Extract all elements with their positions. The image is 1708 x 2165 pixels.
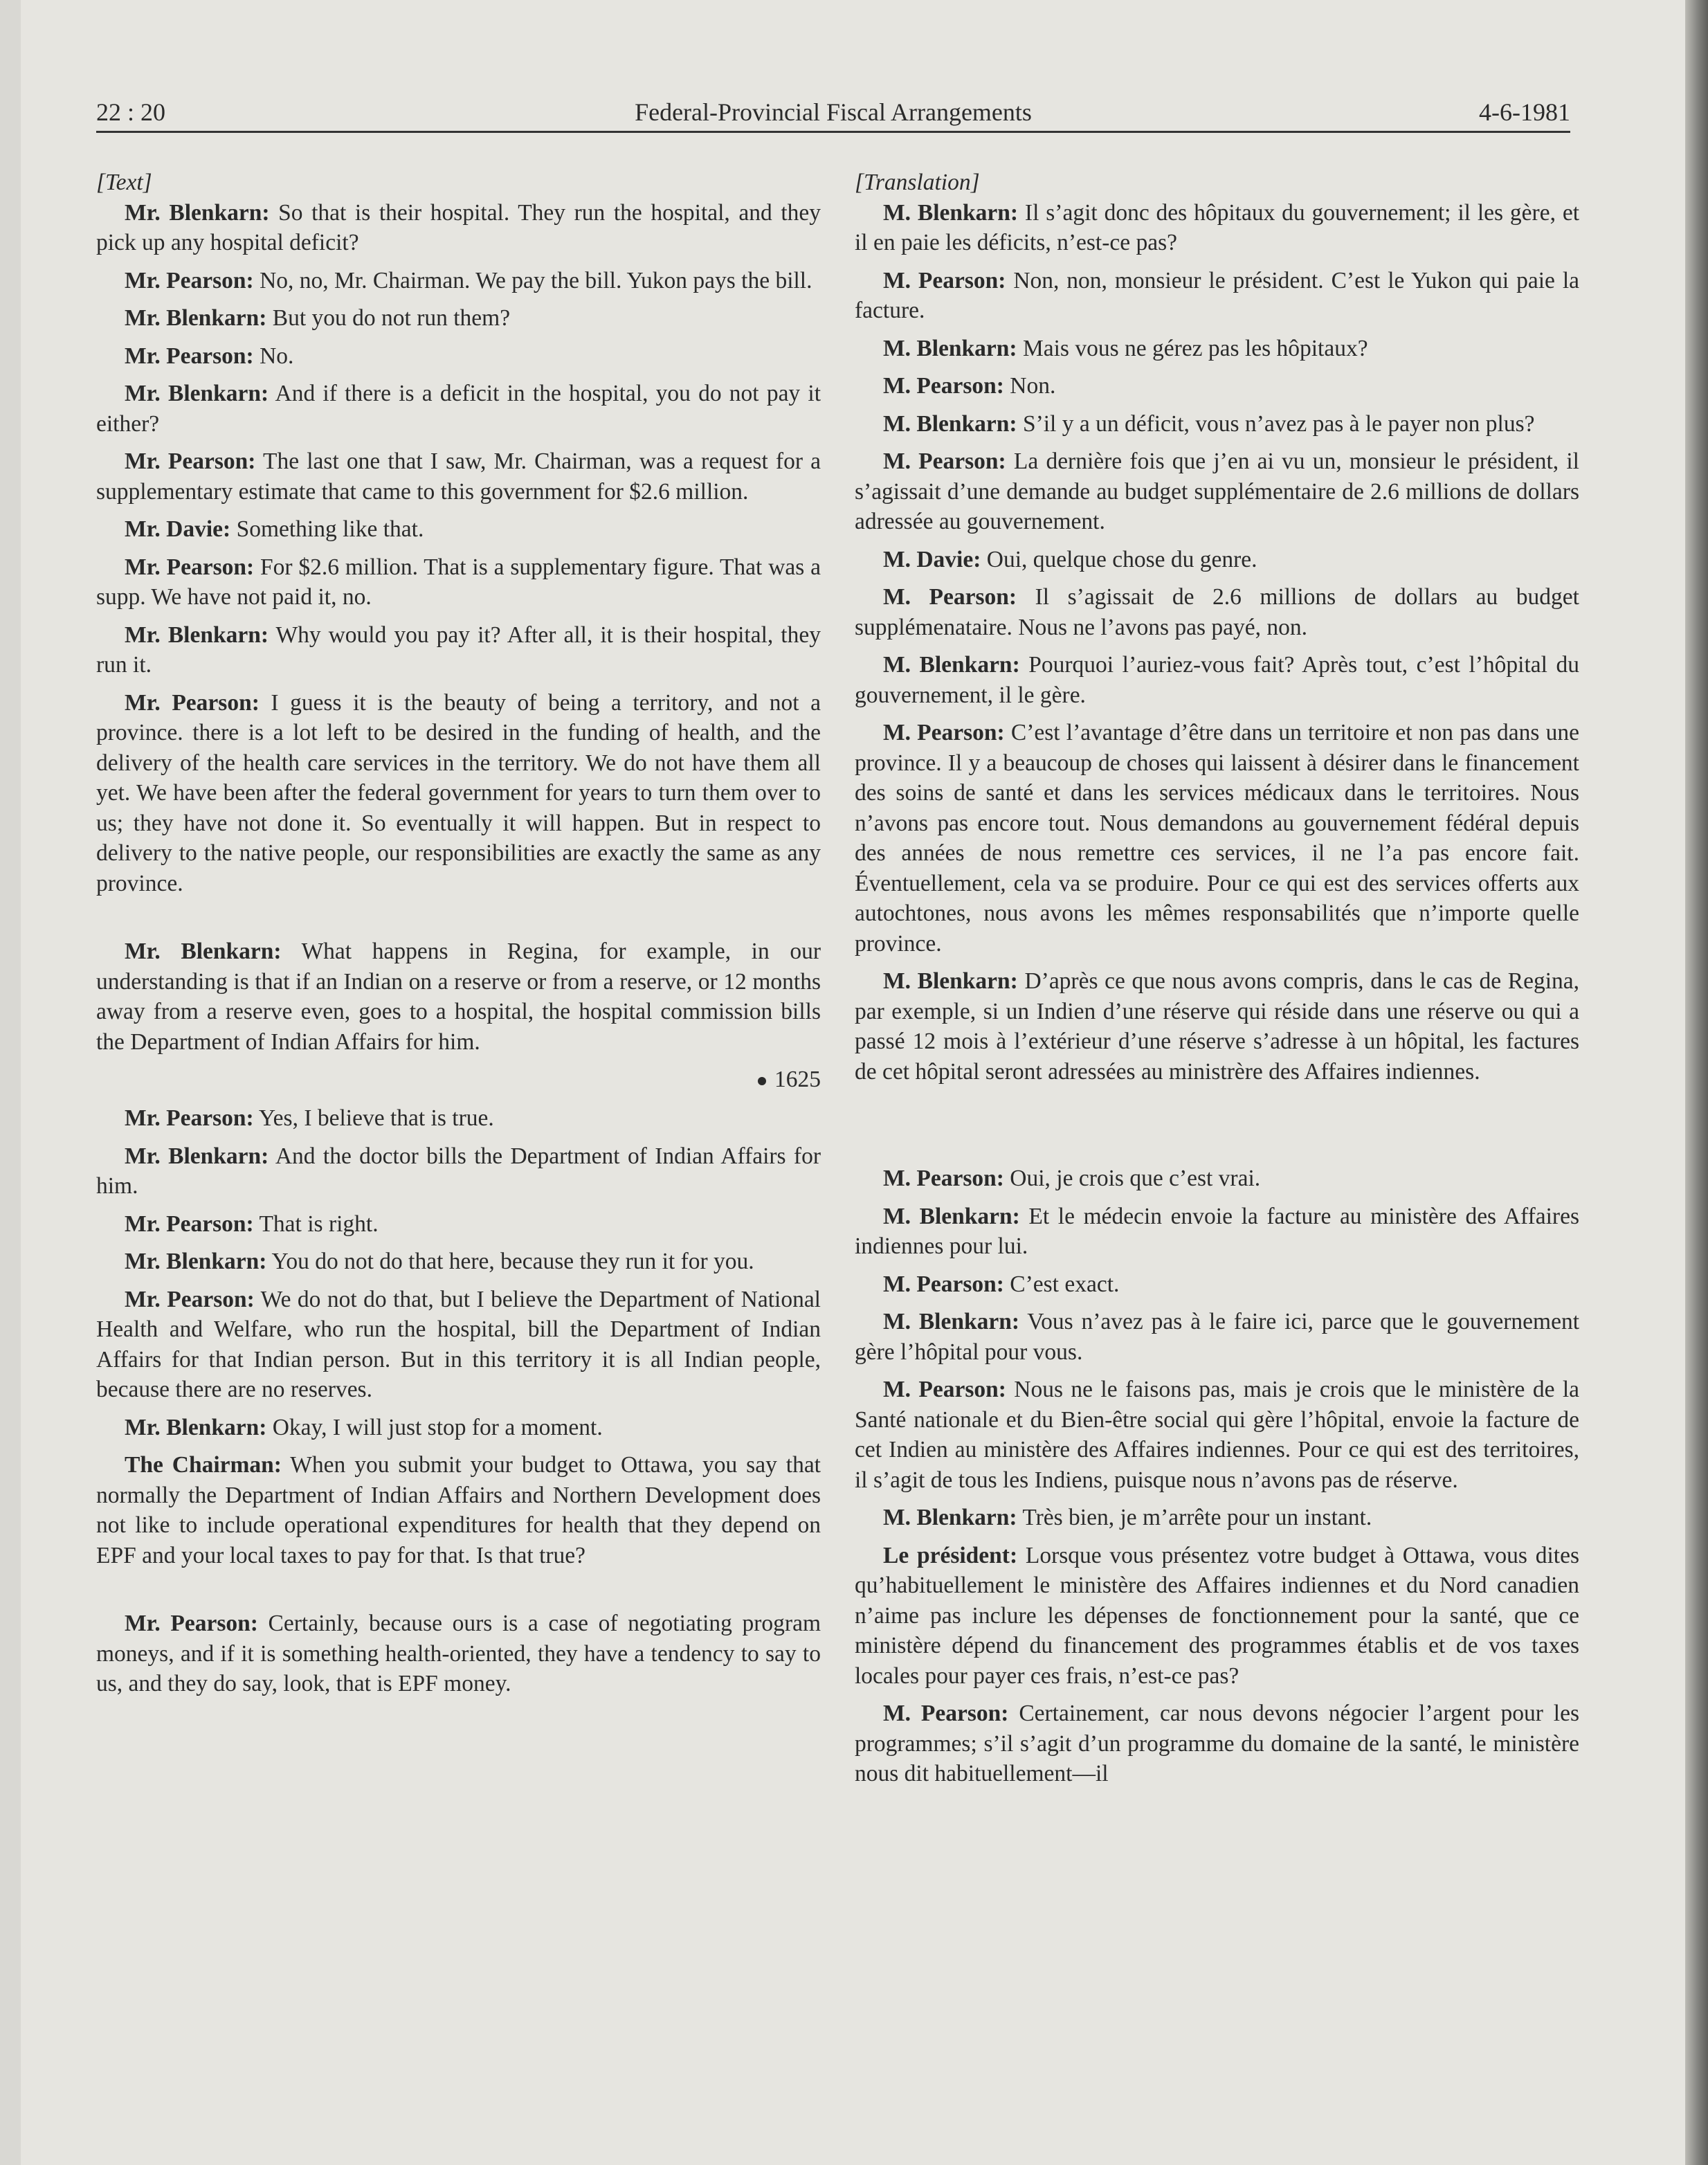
dialogue-paragraph bbox=[96, 1247, 821, 1277]
spacer bbox=[96, 1578, 821, 1609]
dialogue-paragraph bbox=[96, 198, 821, 258]
dialogue-paragraph bbox=[855, 1375, 1579, 1495]
dialogue-paragraph bbox=[96, 1103, 821, 1134]
speaker-name: Mr. Pearson: bbox=[125, 1611, 258, 1636]
dialogue-paragraph bbox=[96, 266, 821, 296]
speech-text: That is right. bbox=[253, 1211, 379, 1237]
dialogue-paragraph bbox=[96, 341, 821, 372]
speaker-name: M. Pearson: bbox=[883, 1701, 1009, 1726]
spacer bbox=[855, 1133, 1579, 1163]
speech-text: Très bien, je m’arrête pour un instant. bbox=[1017, 1505, 1372, 1530]
speaker-name: M. Pearson: bbox=[883, 584, 1017, 610]
speech-text: No, no, Mr. Chairman. We pay the bill. Yukon pays the bill. bbox=[253, 267, 812, 293]
speaker-name: M. Blenkarn: bbox=[883, 1203, 1020, 1229]
speaker-name: Mr. Blenkarn: bbox=[125, 1143, 269, 1169]
speaker-name: Mr. Blenkarn: bbox=[125, 622, 269, 648]
speech-text: I guess it is the beauty of being a territory, and not a province. there is a lot left to be desired in the funding of health, and the delivery of the health care services in the territory. We do not have them all yet. We have been after the federal government for years to turn them over to us; they have not done it. So eventually it will happen. But in respect to delivery to the native people, our responsibilities are exactly the same as any province. bbox=[96, 689, 821, 896]
dialogue-paragraph bbox=[96, 552, 821, 613]
speaker-name: M. Blenkarn: bbox=[883, 652, 1020, 678]
speech-text: And if there is a deficit in the hospital, you do not pay it either? bbox=[96, 381, 821, 437]
speaker-name: M. Blenkarn: bbox=[883, 199, 1019, 226]
dialogue-paragraph bbox=[96, 379, 821, 439]
speaker-name: Le président: bbox=[883, 1542, 1018, 1568]
speaker-name: Mr. Blenkarn: bbox=[125, 199, 270, 226]
speech-text: So that is their hospital. They run the hospital, and they pick up any hospital deficit? bbox=[96, 199, 821, 255]
dialogue-paragraph bbox=[96, 688, 821, 899]
speech-text: C’est exact. bbox=[1003, 1271, 1120, 1297]
speaker-name: M. Pearson: bbox=[883, 720, 1005, 745]
speech-text: And the doctor bills the Department of Indian Affairs for him. bbox=[96, 1143, 821, 1199]
timecode bbox=[96, 1065, 821, 1095]
dialogue-paragraph bbox=[855, 1163, 1579, 1194]
dialogue-paragraph bbox=[855, 966, 1579, 1087]
speaker-name: Mr. Pearson: bbox=[125, 1211, 254, 1237]
dialogue-paragraph bbox=[855, 409, 1579, 440]
speaker-name: Mr. Blenkarn: bbox=[125, 381, 269, 406]
speaker-name: M. Pearson: bbox=[883, 373, 1004, 399]
dialogue-paragraph bbox=[855, 718, 1579, 959]
speaker-name: M. Pearson: bbox=[883, 1166, 1004, 1191]
dialogue-paragraph bbox=[855, 650, 1579, 710]
speech-text: Lorsque vous présentez votre budget à Ottawa, vous dites qu’habituellement le ministère des Affaires indiennes et du Nord canadien n’aime pas inclure les dépenses de fonctionnement pour la santé, que ce ministère dépend du financement des programmes établis et de vos taxes locales pour payer ces frais, n’est-ce pas? bbox=[855, 1542, 1579, 1689]
translation-tag: [Translation] bbox=[855, 170, 980, 195]
speaker-name: The Chairman: bbox=[125, 1452, 282, 1478]
dialogue-paragraph bbox=[96, 620, 821, 680]
dialogue-paragraph bbox=[855, 1699, 1579, 1789]
speech-text: Why would you pay it? After all, it is their hospital, they run it. bbox=[96, 622, 821, 678]
dialogue-paragraph bbox=[96, 1209, 821, 1240]
speech-text: For $2.6 million. That is a supplementary figure. That was a supp. We have not paid it, no. bbox=[96, 554, 821, 610]
speaker-name: Mr. Blenkarn: bbox=[125, 1414, 267, 1440]
header-rule bbox=[96, 131, 1570, 133]
speaker-name: Mr. Blenkarn: bbox=[125, 305, 267, 331]
speech-text: What happens in Regina, for example, in our understanding is that if an Indian on a reserve or from a reserve, or 12 months away from a reserve even, goes to a hospital, the hospital commission bills the Department of Indian Affairs for him. bbox=[96, 939, 821, 1055]
speech-text: Non, non, monsieur le président. C’est le Yukon qui paie la facture. bbox=[855, 267, 1579, 323]
speaker-name: Mr. Davie: bbox=[125, 516, 231, 542]
header-date: 4-6-1981 bbox=[1479, 98, 1570, 126]
speech-text: Il s’agissait de 2.6 millions de dollars au budget supplémenataire. Nous ne l’avons pas payé, non. bbox=[855, 584, 1579, 640]
speech-text: D’après ce que nous avons compris, dans le cas de Regina, par exemple, si un Indien d’une réserve qui réside dans une réserve ou qui a passé 12 mois à l’extérieur d’une réserve s’adresse à un hôpital, les factures de cet hôpital seront adressées au ministrère des Affaires indiennes. bbox=[855, 968, 1579, 1085]
dialogue-paragraph bbox=[96, 936, 821, 1057]
bullet-icon bbox=[758, 1077, 766, 1085]
speech-text: Vous n’avez pas à le faire ici, parce que le gouvernement gère l’hôpital pour vous. bbox=[855, 1309, 1579, 1365]
speaker-name: M. Pearson: bbox=[883, 267, 1006, 293]
english-column bbox=[96, 167, 821, 1707]
speaker-name: Mr. Pearson: bbox=[125, 554, 255, 580]
dialogue-paragraph bbox=[855, 334, 1579, 364]
spacer bbox=[96, 906, 821, 936]
speech-text: Mais vous ne gérez pas les hôpitaux? bbox=[1017, 335, 1368, 361]
speech-text: Okay, I will just stop for a moment. bbox=[266, 1414, 603, 1440]
dialogue-paragraph bbox=[855, 371, 1579, 401]
speaker-name: M. Blenkarn: bbox=[883, 968, 1018, 994]
header-title: Federal-Provincial Fiscal Arrangements bbox=[635, 98, 1032, 126]
speech-text: When you submit your budget to Ottawa, you say that normally the Department of Indian Affairs and Northern Development does not like to include operational expenditures for health that they depend on EPF and your local taxes to pay for that. Is that true? bbox=[96, 1452, 821, 1568]
timecode-value: 1625 bbox=[774, 1067, 821, 1092]
speech-text: Oui, quelque chose du genre. bbox=[981, 546, 1257, 572]
speech-text: Certainement, car nous devons négocier l’argent pour les programmes; s’il s’agit d’un programme du domaine de la santé, le ministère nous dit habituellement—il bbox=[855, 1701, 1579, 1786]
speaker-name: Mr. Pearson: bbox=[125, 1105, 254, 1131]
page-edge bbox=[1685, 0, 1708, 2165]
speech-text: S’il y a un déficit, vous n’avez pas à le payer non plus? bbox=[1017, 410, 1535, 437]
dialogue-paragraph bbox=[96, 303, 821, 334]
speech-text: We do not do that, but I believe the Department of National Health and Welfare, who run the hospital, bill the Department of Indian Affairs for that Indian person. But in this territory it is all Indian people, because there are no reserves. bbox=[96, 1286, 821, 1402]
speech-text: Il s’agit donc des hôpitaux du gouvernement; il les gère, et il en paie les déficits, n’est-ce pas? bbox=[855, 199, 1579, 255]
speech-text: Nous ne le faisons pas, mais je crois que le ministère de la Santé nationale et du Bien-être social qui gère l’hôpital, envoie la facture de cet Indien au ministère des Affaires indiennes. Pour ce qui est des territoires, il s’agit de tous les Indiens, puisque nous n’avons pas de réserve. bbox=[855, 1377, 1579, 1493]
speaker-name: M. Blenkarn: bbox=[883, 1505, 1017, 1530]
spacer bbox=[855, 1094, 1579, 1133]
speech-text: Certainly, because ours is a case of negotiating program moneys, and if it is something health-oriented, they have a tendency to say to us, and they do say, look, that is EPF money. bbox=[96, 1611, 821, 1696]
speech-text: You do not do that here, because they run it for you. bbox=[266, 1249, 754, 1274]
speech-text: Pourquoi l’auriez-vous fait? Après tout, c’est l’hôpital du gouvernement, il le gère. bbox=[855, 652, 1580, 708]
speaker-name: Mr. Pearson: bbox=[125, 267, 254, 293]
dialogue-paragraph bbox=[855, 198, 1579, 258]
dialogue-paragraph bbox=[855, 1269, 1579, 1300]
dialogue-paragraph bbox=[855, 1541, 1579, 1692]
dialogue-paragraph bbox=[855, 1503, 1579, 1533]
speech-text: The last one that I saw, Mr. Chairman, was a request for a supplementary estimate that came to this government for $2.6 million. bbox=[96, 449, 821, 505]
speech-text: Something like that. bbox=[230, 516, 424, 542]
dialogue-paragraph bbox=[855, 446, 1579, 537]
speaker-name: M. Blenkarn: bbox=[883, 1309, 1020, 1334]
dialogue-paragraph bbox=[96, 446, 821, 507]
speaker-name: Mr. Blenkarn: bbox=[125, 939, 282, 964]
speaker-name: M. Davie: bbox=[883, 546, 981, 572]
speaker-name: M. Pearson: bbox=[883, 449, 1006, 474]
speaker-name: Mr. Pearson: bbox=[125, 689, 260, 716]
dialogue-paragraph bbox=[96, 1413, 821, 1443]
speech-text: No. bbox=[253, 343, 294, 369]
speaker-name: M. Pearson: bbox=[883, 1271, 1004, 1297]
speaker-name: M. Blenkarn: bbox=[883, 335, 1017, 361]
speaker-name: Mr. Pearson: bbox=[125, 343, 254, 369]
dialogue-paragraph bbox=[96, 1609, 821, 1699]
dialogue-paragraph bbox=[96, 1141, 821, 1202]
page-number: 22 : 20 bbox=[96, 98, 166, 126]
dialogue-paragraph bbox=[855, 266, 1579, 326]
speech-text: Non. bbox=[1003, 373, 1056, 399]
dialogue-paragraph bbox=[96, 514, 821, 545]
french-column bbox=[855, 167, 1579, 1797]
running-header bbox=[96, 94, 1570, 130]
speech-text: Et le médecin envoie la facture au ministère des Affaires indiennes pour lui. bbox=[855, 1203, 1579, 1259]
dialogue-paragraph bbox=[855, 545, 1579, 575]
dialogue-paragraph bbox=[855, 1307, 1579, 1367]
dialogue-paragraph bbox=[96, 1450, 821, 1570]
speech-text: C’est l’avantage d’être dans un territoire et non pas dans une province. Il y a beaucoup de choses qui laissent à désirer dans le financement des soins de santé et dans les services médicaux dans le territoires. Nous n’avons pas encore tout. Nous demandons au gouvernement fédéral depuis des années de nous remettre ces services, il ne l’a pas encore fait. Éventuellement, cela va se produire. Pour ce qui est des services offerts aux autochtones, nous avons les mêmes responsabilités que n’importe quelle province. bbox=[855, 720, 1579, 957]
speech-text: La dernière fois que j’en ai vu un, monsieur le président, il s’agissait d’une demande au budget supplémentaire de 2.6 millions de dollars adressée au gouvernement. bbox=[855, 449, 1579, 534]
dialogue-paragraph bbox=[855, 582, 1579, 642]
text-tag: [Text] bbox=[96, 170, 152, 195]
dialogue-paragraph bbox=[855, 1202, 1579, 1262]
speaker-name: Mr. Pearson: bbox=[125, 1286, 255, 1312]
speaker-name: M. Blenkarn: bbox=[883, 410, 1017, 437]
dialogue-paragraph bbox=[96, 1285, 821, 1405]
speech-text: But you do not run them? bbox=[266, 305, 511, 331]
speaker-name: Mr. Pearson: bbox=[125, 449, 256, 474]
speaker-name: Mr. Blenkarn: bbox=[125, 1249, 267, 1274]
speech-text: Oui, je crois que c’est vrai. bbox=[1003, 1166, 1261, 1191]
speech-text: Yes, I believe that is true. bbox=[253, 1105, 494, 1131]
speaker-name: M. Pearson: bbox=[883, 1377, 1006, 1402]
